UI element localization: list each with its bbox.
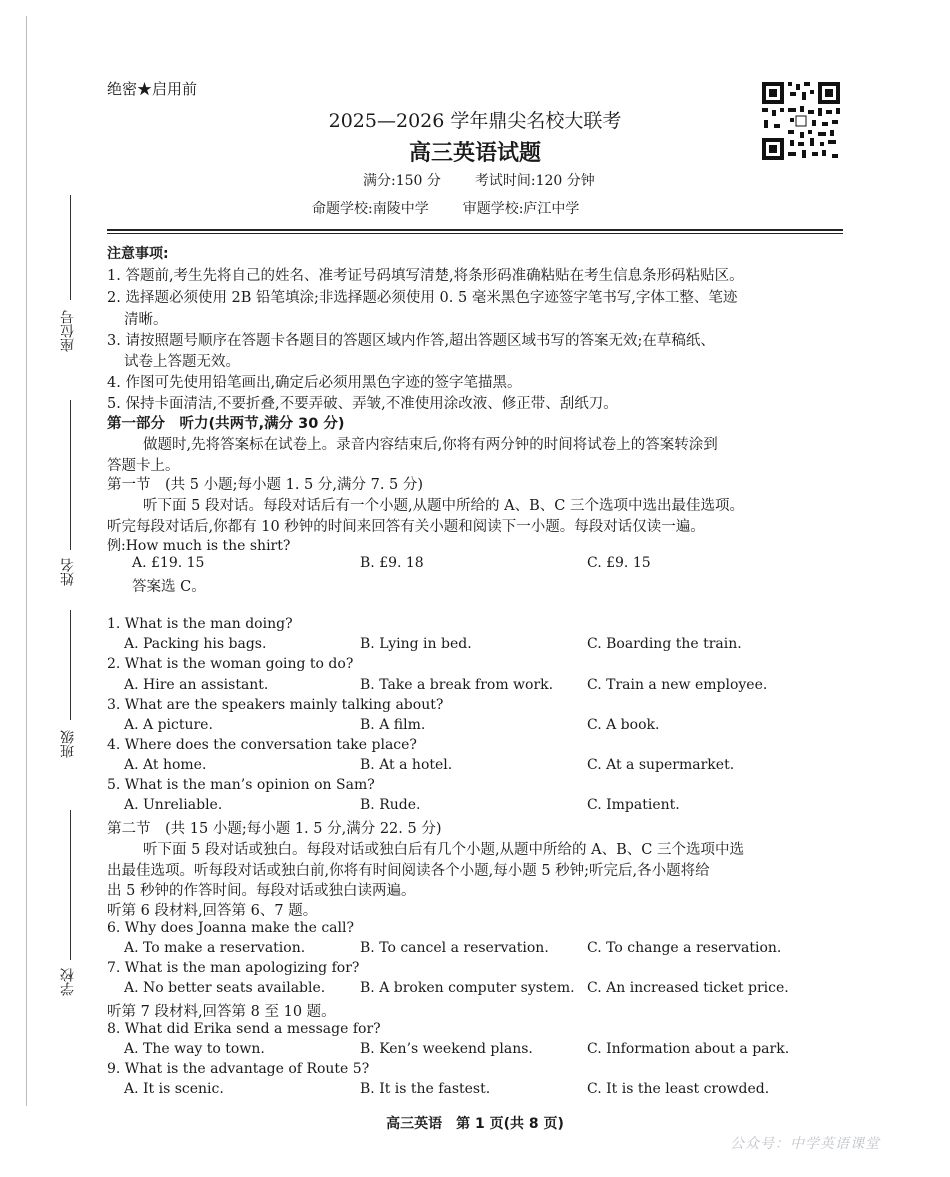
section2-intro: 出 5 秒钟的作答时间。每段对话或独白读两遍。 bbox=[107, 883, 416, 899]
example-option-a: A. £19. 15 bbox=[132, 555, 205, 571]
option-a: A. Hire an assistant. bbox=[124, 677, 269, 693]
part1-intro: 答题卡上。 bbox=[107, 458, 180, 474]
reviewer-school: 审题学校:庐江中学 bbox=[462, 201, 580, 217]
option-a: A. To make a reservation. bbox=[124, 940, 306, 956]
subject-title: 高三英语试题 bbox=[408, 141, 541, 166]
note-line: 2. 选择题必须使用 2B 铅笔填涂;非选择题必须使用 0. 5 毫米黑色字迹签字笔书写,字体工整、笔迹 bbox=[107, 290, 738, 306]
note-line: 5. 保持卡面清洁,不要折叠,不要弄破、弄皱,不准使用涂改液、修正带、刮纸刀。 bbox=[107, 396, 618, 412]
option-c: C. Information about a park. bbox=[587, 1041, 790, 1057]
watermark: 公众号：中学英语课堂 bbox=[730, 1136, 880, 1152]
page-footer: 高三英语 第 1 页(共 8 页) bbox=[386, 1116, 564, 1132]
question: 9. What is the advantage of Route 5? bbox=[107, 1061, 370, 1077]
listen-instruction: 听第 7 段材料,回答第 8 至 10 题。 bbox=[107, 1004, 336, 1020]
section1-heading: 第一节 (共 5 小题;每小题 1. 5 分,满分 7. 5 分) bbox=[107, 477, 424, 493]
option-a: A. It is scenic. bbox=[124, 1081, 224, 1097]
score-time-line bbox=[363, 170, 629, 190]
option-b: B. It is the fastest. bbox=[360, 1081, 491, 1097]
part1-heading: 第一部分 听力(共两节,满分 30 分) bbox=[107, 416, 345, 432]
option-a: A. The way to town. bbox=[124, 1041, 265, 1057]
option-c: C. An increased ticket price. bbox=[587, 980, 789, 996]
name-label: 姓名 bbox=[60, 558, 76, 586]
school-blank-line bbox=[70, 810, 71, 960]
question: 4. Where does the conversation take place? bbox=[107, 737, 417, 753]
option-c: C. At a supermarket. bbox=[587, 757, 735, 773]
section2-heading: 第二节 (共 15 小题;每小题 1. 5 分,满分 22. 5 分) bbox=[107, 821, 442, 837]
school-label: 学校 bbox=[60, 968, 76, 996]
option-b: B. Ken’s weekend plans. bbox=[360, 1041, 533, 1057]
setter-school: 命题学校:南陵中学 bbox=[312, 201, 429, 217]
note-line: 清晰。 bbox=[124, 312, 168, 328]
example-option-c: C. £9. 15 bbox=[587, 555, 651, 571]
option-a: A. No better seats available. bbox=[124, 980, 326, 996]
question: 2. What is the woman going to do? bbox=[107, 656, 354, 672]
exam-time: 考试时间:120 分钟 bbox=[474, 173, 595, 189]
example-question: 例:How much is the shirt? bbox=[107, 538, 291, 554]
question: 3. What are the speakers mainly talking about? bbox=[107, 697, 444, 713]
option-b: B. A film. bbox=[360, 717, 426, 733]
question: 1. What is the man doing? bbox=[107, 616, 293, 632]
header-rule-thick bbox=[107, 229, 843, 231]
option-c: C. Train a new employee. bbox=[587, 677, 768, 693]
note-line: 3. 请按照题号顺序在答题卡各题目的答题区域内作答,超出答题区域书写的答案无效;在草稿纸、 bbox=[107, 333, 715, 349]
listen-instruction: 听第 6 段材料,回答第 6、7 题。 bbox=[107, 903, 318, 919]
option-a: A. Packing his bags. bbox=[124, 636, 267, 652]
option-a: A. At home. bbox=[124, 757, 207, 773]
section1-intro: 听完每段对话后,你都有 10 秒钟的时间来回答有关小题和阅读下一小题。每段对话仅读一遍。 bbox=[107, 519, 705, 535]
class-label: 班级 bbox=[60, 730, 76, 758]
question: 6. Why does Joanna make the call? bbox=[107, 920, 354, 936]
secret-mark: 绝密★启用前 bbox=[107, 80, 198, 98]
note-line: 试卷上答题无效。 bbox=[124, 354, 240, 370]
question: 7. What is the man apologizing for? bbox=[107, 960, 360, 976]
option-c: C. It is the least crowded. bbox=[587, 1081, 770, 1097]
part1-intro: 做题时,先将答案标在试卷上。录音内容结束后,你将有两分钟的时间将试卷上的答案转涂到 bbox=[143, 437, 718, 453]
option-b: B. At a hotel. bbox=[360, 757, 453, 773]
example-option-b: B. £9. 18 bbox=[360, 555, 424, 571]
option-b: B. Take a break from work. bbox=[360, 677, 554, 693]
section2-intro: 出最佳选项。听每段对话或独白前,你将有时间阅读各个小题,每小题 5 秒钟;听完后,各小题将给 bbox=[107, 863, 710, 879]
option-b: B. To cancel a reservation. bbox=[360, 940, 549, 956]
binding-line bbox=[26, 16, 27, 1106]
option-c: C. Impatient. bbox=[587, 797, 680, 813]
option-c: C. To change a reservation. bbox=[587, 940, 782, 956]
note-line: 4. 作图可先使用铅笔画出,确定后必须用黑色字迹的签字笔描黑。 bbox=[107, 375, 522, 391]
seat-blank-line bbox=[70, 195, 71, 300]
note-line: 1. 答题前,考生先将自己的姓名、准考证号码填写清楚,将条形码准确粘贴在考生信息条形码粘贴区。 bbox=[107, 268, 744, 284]
full-score: 满分:150 分 bbox=[363, 173, 441, 189]
option-b: B. A broken computer system. bbox=[360, 980, 575, 996]
school-line bbox=[312, 198, 613, 218]
seat-label: 座位号 bbox=[60, 310, 76, 352]
section2-intro: 听下面 5 段对话或独白。每段对话或独白后有几个小题,从题中所给的 A、B、C 三个选项中选 bbox=[143, 842, 744, 858]
option-b: B. Rude. bbox=[360, 797, 421, 813]
option-a: A. A picture. bbox=[124, 717, 213, 733]
option-b: B. Lying in bed. bbox=[360, 636, 472, 652]
option-a: A. Unreliable. bbox=[124, 797, 223, 813]
option-c: C. Boarding the train. bbox=[587, 636, 742, 652]
class-blank-line bbox=[70, 610, 71, 720]
notes-heading: 注意事项: bbox=[107, 246, 169, 262]
section1-intro: 听下面 5 段对话。每段对话后有一个小题,从题中所给的 A、B、C 三个选项中选出最佳选项。 bbox=[143, 498, 744, 514]
qr-code-icon bbox=[760, 80, 842, 162]
question: 8. What did Erika send a message for? bbox=[107, 1021, 381, 1037]
option-c: C. A book. bbox=[587, 717, 660, 733]
name-blank-line bbox=[70, 400, 71, 550]
example-answer: 答案选 C。 bbox=[132, 579, 206, 595]
question: 5. What is the man’s opinion on Sam? bbox=[107, 777, 375, 793]
exam-title: 2025—2026 学年鼎尖名校大联考 bbox=[328, 110, 622, 132]
header-rule-thin bbox=[107, 233, 843, 234]
